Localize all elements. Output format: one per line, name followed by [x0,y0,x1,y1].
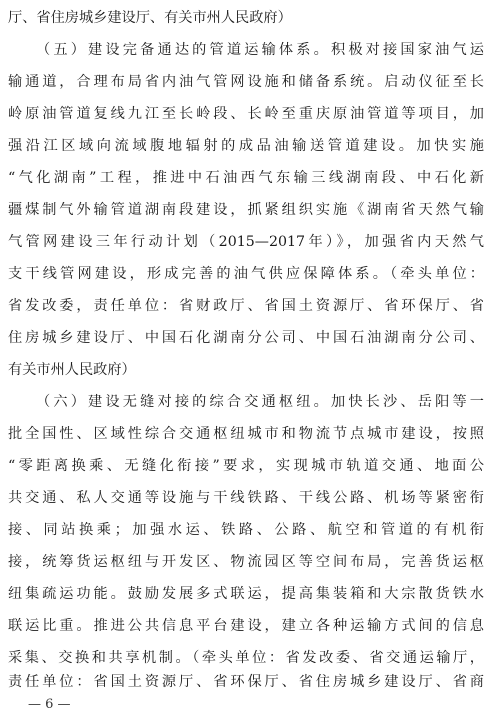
text-line-3: 输通道，合理布局省内油气管网设施和储备系统。启动仪征至长 [8,74,484,90]
text-line-21: 采集、交换和共享机制。（牵头单位：省发改委、省交通运输厅， [8,650,484,666]
text-line-16: 共交通、私人交通等设施与干线铁路、干线公路、机场等紧密衔 [8,490,484,506]
text-line-11: 住房城乡建设厅、中国石化湖南分公司、中国石油湖南分公司、 [8,330,484,346]
text-line-22: 责任单位：省国土资源厅、省环保厅、省住房城乡建设厅、省商 [8,674,484,690]
text-line-4: 岭原油管道复线九江至长岭段、长岭至重庆原油管道等项目，加 [8,106,484,122]
text-line-19: 纽集疏运功能。鼓励发展多式联运，提高集装箱和大宗散货铁水 [8,586,484,602]
paragraph-6-heading-line: （六）建设无缝对接的综合交通枢纽。加快长沙、岳阳等一 [36,394,484,410]
text-line-8: 气管网建设三年行动计划（2015—2017年）》，加强省内天然气 [8,234,484,250]
text-line-9: 支干线管网建设，形成完善的油气供应保障体系。（牵头单位： [8,266,484,282]
text-line-10: 省发改委，责任单位：省财政厅、省国土资源厅、省环保厅、省 [8,298,484,314]
text-line-20: 联运比重。推进公共信息平台建设，建立各种运输方式间的信息 [8,618,484,634]
text-line-17: 接、同站换乘；加强水运、铁路、公路、航空和管道的有机衔 [8,522,484,538]
text-line-5: 强沿江区域向流域腹地辐射的成品油输送管道建设。加快实施 [8,138,484,154]
text-line-6: “气化湖南”工程，推进中石油西气东输三线湖南段、中石化新 [8,170,484,186]
page-number: — 6 — [28,697,71,712]
text-line-14: 批全国性、区域性综合交通枢纽城市和物流节点城市建设，按照 [8,426,484,442]
text-line-15: “零距离换乘、无缝化衔接”要求，实现城市轨道交通、地面公 [8,458,484,474]
text-line-7: 疆煤制气外输管道湖南段建设，抓紧组织实施《湖南省天然气输 [8,202,484,218]
text-line-12: 有关市州人民政府） [8,362,136,378]
paragraph-5-heading-line: （五）建设完备通达的管道运输体系。积极对接国家油气运 [36,42,484,58]
text-line-1: 厅、省住房城乡建设厅、有关市州人民政府） [8,10,292,26]
text-line-18: 接，统筹货运枢纽与开发区、物流园区等空间布局，完善货运枢 [8,554,484,570]
